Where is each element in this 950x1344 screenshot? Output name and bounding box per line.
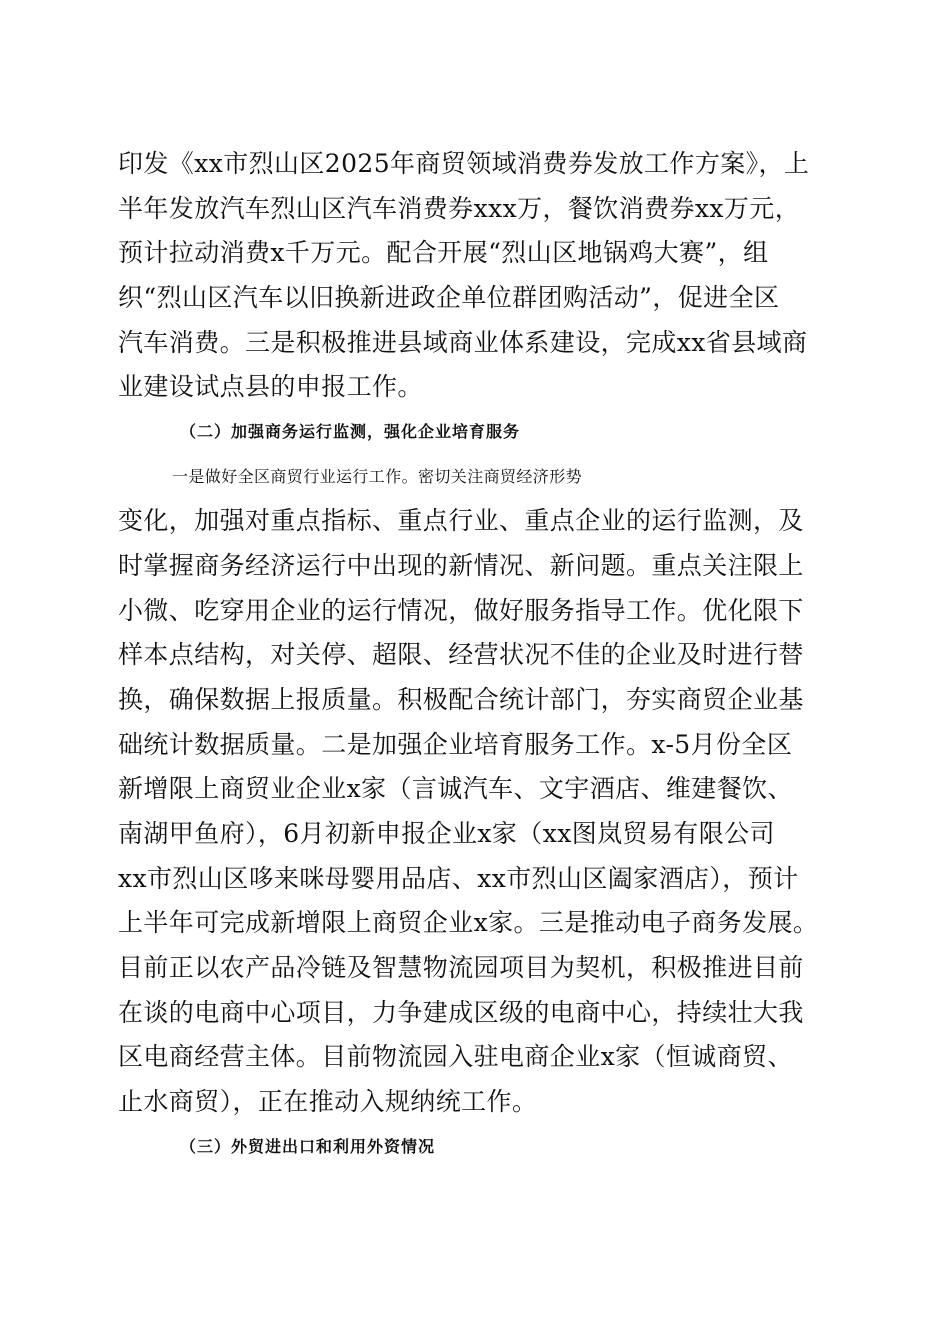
text-line: 区电商经营主体。目前物流园入驻电商企业x家（恒诚商贸、	[118, 1042, 793, 1071]
text-line: 础统计数据质量。二是加强企业培育服务工作。x-5月份全区	[118, 730, 793, 759]
text-line: 一是做好全区商贸行业运行工作。密切关注商贸经济形势	[172, 467, 583, 486]
text-line: 南湖甲鱼府），6月初新申报企业x家（xx图岚贸易有限公司	[118, 819, 775, 848]
text-line: 预计拉动消费x千万元。配合开展“烈山区地锅鸡大赛”，组	[118, 238, 769, 267]
text-line: 织“烈山区汽车以旧换新进政企单位群团购活动”，促进全区	[118, 283, 780, 312]
text-line: 在谈的电商中心项目，力争建成区级的电商中心，持续壮大我	[118, 998, 804, 1027]
text-line: 汽车消费。三是积极推进县域商业体系建设，完成xx省县域商	[118, 328, 808, 357]
section-heading-2: （二）加强商务运行监测，强化企业培育服务	[180, 422, 521, 441]
text-line: 新增限上商贸业企业x家（言诚汽车、文宇酒店、维建餐饮、	[118, 774, 793, 803]
text-line: 目前正以农产品冷链及智慧物流园项目为契机，积极推进目前	[118, 953, 804, 982]
text-line: 小微、吃穿用企业的运行情况，做好服务指导工作。优化限下	[118, 596, 804, 625]
text-line: 业建设试点县的申报工作。	[118, 372, 423, 401]
text-line: 换，确保数据上报质量。积极配合统计部门，夯实商贸企业基	[118, 685, 804, 714]
text-line: 样本点结构，对关停、超限、经营状况不佳的企业及时进行替	[118, 640, 804, 669]
section-heading-3: （三）外贸进出口和利用外资情况	[180, 1137, 436, 1156]
text-line: 时掌握商务经济运行中出现的新情况、新问题。重点关注限上	[118, 551, 804, 580]
text-line: 变化，加强对重点指标、重点行业、重点企业的运行监测，及	[118, 506, 804, 535]
text-line: 上半年可完成新增限上商贸企业x家。三是推动电子商务发展。	[118, 908, 819, 937]
text-line: xx市烈山区哆来咪母婴用品店、xx市烈山区阖家酒店），预计	[118, 864, 799, 893]
text-line: 止水商贸），正在推动入规纳统工作。	[118, 1087, 538, 1116]
text-line: 半年发放汽车烈山区汽车消费券xxx万，餐饮消费券xx万元，	[118, 194, 801, 223]
text-line: 印发《xx市烈山区2025年商贸领域消费券发放工作方案》，上	[118, 149, 810, 178]
